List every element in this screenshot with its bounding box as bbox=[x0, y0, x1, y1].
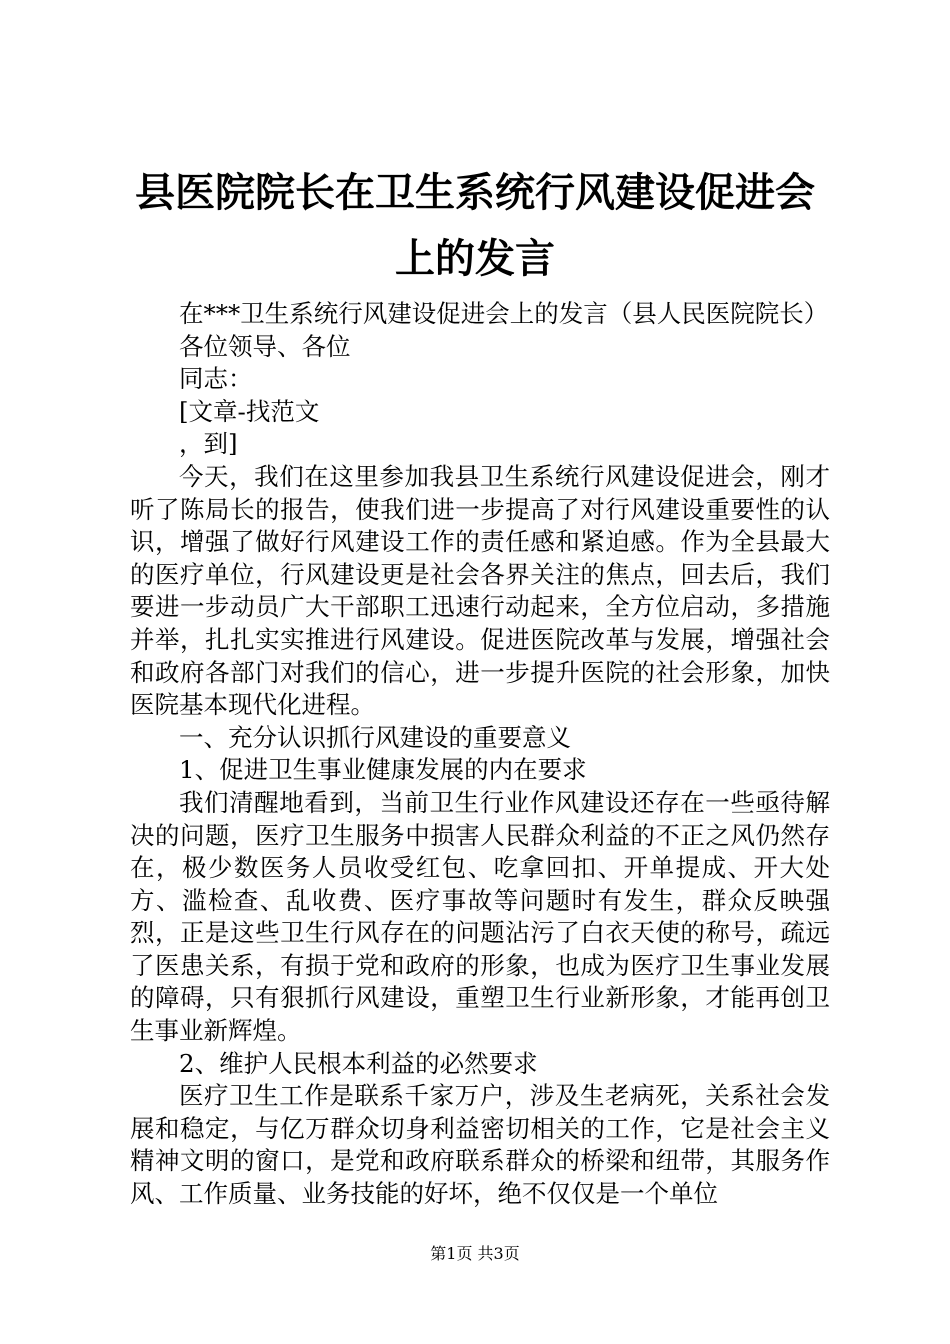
subheading-1-1: 1、促进卫生事业健康发展的内在要求 bbox=[179, 755, 587, 785]
paragraph-source-note-cont: ，到] bbox=[179, 429, 238, 459]
paragraph-salutation: 各位领导、各位 bbox=[179, 331, 351, 361]
page-footer: 第1页 共3页 bbox=[430, 1244, 520, 1263]
paragraph-salutation-cont: 同志： bbox=[179, 364, 253, 394]
document-body bbox=[130, 298, 830, 1211]
section-heading-1: 一、充分认识抓行风建设的重要意义 bbox=[179, 722, 571, 752]
paragraph-intro: 今天，我们在这里参加我县卫生系统行风建设促进会，刚才听了陈局长的报告，使我们进一步提高了对行风建设重要性的认识，增强了做好行风建设工作的责任感和紧迫感。作为全县最大的医疗单位，行风建设更是社会各界关注的焦点，回去后，我们要进一步动员广大干部职工迅速行动起来，全方位启动，多措施并举，扎扎实实推进行风建设。促进医院改革与发展，增强社会和政府各部门对我们的信心，进一步提升医院的社会形象，加快医院基本现代化进程。 bbox=[130, 461, 830, 720]
paragraph-body-2: 医疗卫生工作是联系千家万户，涉及生老病死，关系社会发展和稳定，与亿万群众切身利益密切相关的工作，它是社会主义精神文明的窗口，是党和政府联系群众的桥梁和纽带，其服务作风、工作质量、业务技能的好坏，绝不仅仅是一个单位 bbox=[130, 1081, 830, 1209]
paragraph-body-1: 我们清醒地看到，当前卫生行业作风建设还存在一些亟待解决的问题，医疗卫生服务中损害人民群众利益的不正之风仍然存在，极少数医务人员收受红包、吃拿回扣、开单提成、开大处方、滥检查、乱收费、医疗事故等问题时有发生，群众反映强烈，正是这些卫生行风存在的问题沾污了白衣天使的称号，疏远了医患关系，有损于党和政府的形象，也成为医疗卫生事业发展的障碍，只有狠抓行风建设，重塑卫生行业新形象，才能再创卫生事业新辉煌。 bbox=[130, 787, 830, 1046]
document-title: 县医院院长在卫生系统行风建设促进会上的发言 bbox=[135, 169, 815, 282]
subheading-1-2: 2、维护人民根本利益的必然要求 bbox=[179, 1048, 538, 1078]
paragraph-subtitle: 在***卫生系统行风建设促进会上的发言（县人民医院院长） bbox=[179, 299, 829, 328]
paragraph-source-note: [文章-找范文 bbox=[179, 396, 320, 426]
